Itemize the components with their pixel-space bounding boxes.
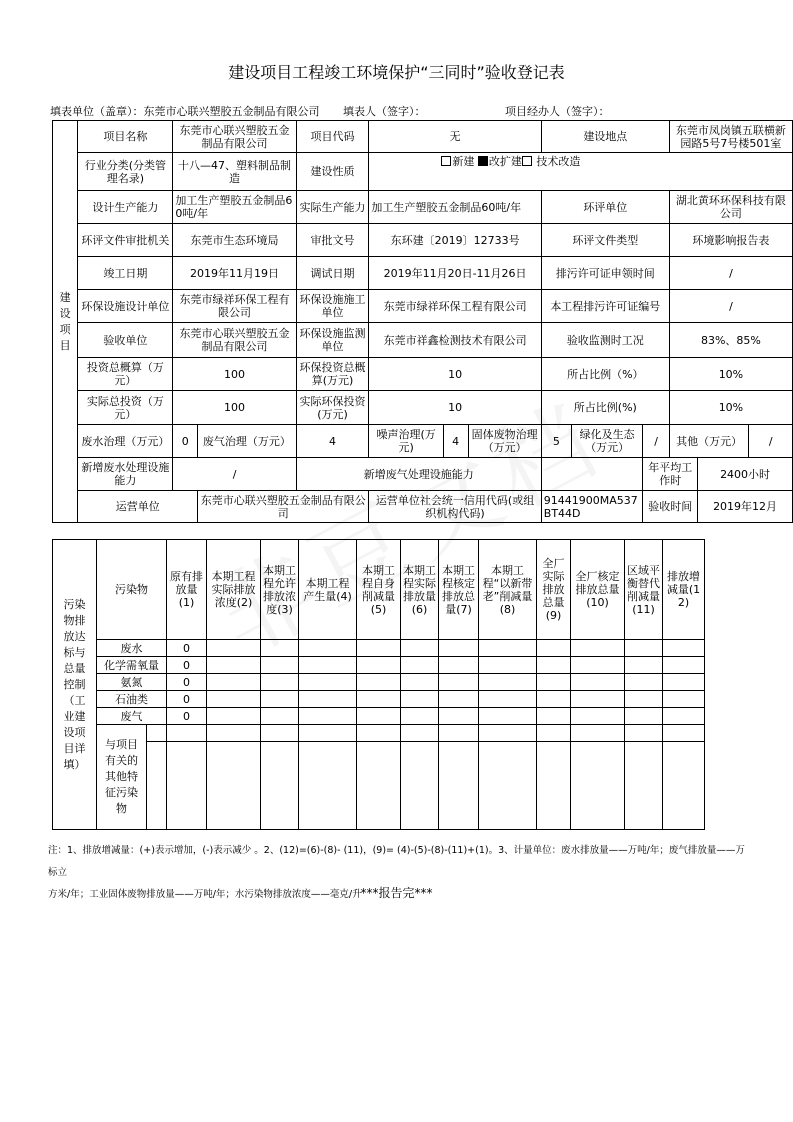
opt-tech: 技术改造 <box>536 155 581 168</box>
header-1: 原有排放量(1) <box>167 540 207 640</box>
label-permit-no: 本工程排污许可证编号 <box>541 290 669 323</box>
header-6: 本期工程实际排放量(6) <box>401 540 439 640</box>
label-solid-cost: 固体废物治理（万元） <box>468 425 541 458</box>
label-project-name: 项目名称 <box>78 121 173 153</box>
opt-expand: 改扩建 <box>488 155 522 168</box>
header-10: 全厂核定排放总量(10) <box>571 540 625 640</box>
label-new-gas-capacity: 新增废气处理设施能力 <box>296 458 541 491</box>
approval-no: 东环建〔2019〕12733号 <box>369 224 541 257</box>
header-4: 本期工程产生量(4) <box>299 540 357 640</box>
acceptance-unit: 东莞市心联兴塑胶五金制品有限公司 <box>173 323 296 358</box>
pollutant-name: 废水 <box>97 640 167 657</box>
pollutant-value: 0 <box>167 657 207 674</box>
label-actual-capacity: 实际生产能力 <box>296 191 369 224</box>
eia-unit: 湖北黄环环保科技有限公司 <box>669 191 792 224</box>
env-budget: 10 <box>369 358 541 391</box>
eia-type: 环境影响报告表 <box>669 224 792 257</box>
industry: 十八—47、塑料制品制造 <box>173 153 296 191</box>
checkbox-icon <box>522 156 532 166</box>
header-3: 本期工程允许排放浓度(3) <box>261 540 299 640</box>
label-total-budget: 投资总概算（万元） <box>78 358 173 391</box>
monitor-unit: 东莞市祥鑫检测技术有限公司 <box>369 323 541 358</box>
table-row <box>53 657 705 674</box>
other-pollutants-label: 与项目有关的其他特征污染物 <box>97 725 147 830</box>
label-completion-date: 竣工日期 <box>78 257 173 290</box>
label-approval-authority: 环评文件审批机关 <box>78 224 173 257</box>
project-name: 东莞市心联兴塑胶五金制品有限公司 <box>173 121 296 153</box>
design-unit: 东莞市绿祥环保工程有限公司 <box>173 290 296 323</box>
table-row <box>53 674 705 691</box>
project-code: 无 <box>369 121 541 153</box>
permit-no: / <box>669 290 792 323</box>
label-acceptance-time: 验收时间 <box>643 491 698 523</box>
label-nature: 建设性质 <box>296 153 369 191</box>
pollutant-value: 0 <box>167 708 207 725</box>
label-noise-cost: 噪声治理(万元) <box>369 425 443 458</box>
construction-unit: 东莞市绿祥环保工程有限公司 <box>369 290 541 323</box>
section-label: 建设项目 <box>53 121 78 523</box>
construction-nature <box>369 153 793 191</box>
label-water-cost: 废水治理（万元） <box>78 425 173 458</box>
permit-time: / <box>669 257 792 290</box>
pollutant-value: 0 <box>167 674 207 691</box>
registration-table <box>52 120 793 523</box>
acceptance-time: 2019年12月 <box>698 491 793 523</box>
label-location: 建设地点 <box>541 121 669 153</box>
header-7: 本期工程核定排放总量(7) <box>439 540 479 640</box>
checkbox-checked-icon <box>478 156 488 166</box>
label-budget-ratio: 所占比例（%） <box>541 358 669 391</box>
pollution-table <box>52 539 705 830</box>
solid-cost: 5 <box>541 425 571 458</box>
pollutant-name: 化学需氧量 <box>97 657 167 674</box>
label-monitor-unit: 环保设施监测单位 <box>296 323 369 358</box>
label-design-capacity: 设计生产能力 <box>78 191 173 224</box>
label-env-budget: 环保投资总概算(万元) <box>296 358 369 391</box>
label-permit-time: 排污许可证申领时间 <box>541 257 669 290</box>
noise-cost: 4 <box>443 425 468 458</box>
filler-signature: 填表人（签字）： <box>343 105 426 118</box>
label-actual-ratio: 所占比例(%) <box>541 391 669 425</box>
pollutant-name: 氨氮 <box>97 674 167 691</box>
table-row <box>53 691 705 708</box>
working-condition: 83%、85% <box>669 323 792 358</box>
operator: 东莞市心联兴塑胶五金制品有限公司 <box>198 491 369 523</box>
approval-authority: 东莞市生态环境局 <box>173 224 296 257</box>
pollutant-name: 石油类 <box>97 691 167 708</box>
report-end: ***报告完*** <box>360 886 433 900</box>
actual-investment: 100 <box>173 391 296 425</box>
pollutant-value: 0 <box>167 691 207 708</box>
label-new-water-capacity: 新增废水处理设施能力 <box>78 458 173 491</box>
label-annual-hours: 年平均工作时 <box>643 458 698 491</box>
label-other-cost: 其他（万元） <box>669 425 749 458</box>
note-line: 注：1、排放增减量：(+)表示增加，(-)表示减少 。2、(12)=(6)-(8)- (11)，(9)= (4)-(5)-(8)-(11)+(1)。3、计量单位：废水排放量——万吨/年；废气排放量——万标立 <box>48 845 745 878</box>
pollutant-name: 废气 <box>97 708 167 725</box>
debug-date: 2019年11月20日-11月26日 <box>369 257 541 290</box>
budget-ratio: 10% <box>669 358 792 391</box>
label-project-code: 项目代码 <box>296 121 369 153</box>
label-debug-date: 调试日期 <box>296 257 369 290</box>
header-8: 本期工程“以新带老”削减量(8) <box>479 540 537 640</box>
checkbox-icon <box>441 156 451 166</box>
actual-ratio: 10% <box>669 391 792 425</box>
label-approval-no: 审批文号 <box>296 224 369 257</box>
label-actual-env-investment: 实际环保投资(万元) <box>296 391 369 425</box>
other-cost: / <box>749 425 793 458</box>
table-row <box>53 640 705 657</box>
label-green-cost: 绿化及生态（万元） <box>571 425 642 458</box>
label-eia-unit: 环评单位 <box>541 191 669 224</box>
label-construction-unit: 环保设施施工单位 <box>296 290 369 323</box>
actual-env-investment: 10 <box>369 391 541 425</box>
gas-cost: 4 <box>296 425 369 458</box>
completion-date: 2019年11月19日 <box>173 257 296 290</box>
label-working-condition: 验收监测时工况 <box>541 323 669 358</box>
header-5: 本期工程自身削减量(5) <box>357 540 401 640</box>
annual-hours: 2400小时 <box>698 458 793 491</box>
filling-unit: 填表单位（盖章）：东莞市心联兴塑胶五金制品有限公司 <box>50 105 320 118</box>
label-design-unit: 环保设施设计单位 <box>78 290 173 323</box>
label-operator: 运营单位 <box>78 491 198 523</box>
header-9: 全厂实际排放总量(9) <box>537 540 571 640</box>
header-pollutant: 污染物 <box>97 540 167 640</box>
water-cost: 0 <box>173 425 198 458</box>
pollutant-value: 0 <box>167 640 207 657</box>
design-capacity: 加工生产塑胶五金制品60吨/年 <box>173 191 296 224</box>
table-row <box>53 708 705 725</box>
opt-new: 新建 <box>452 155 475 168</box>
manager-signature: 项目经办人（签字）： <box>505 105 610 118</box>
total-budget: 100 <box>173 358 296 391</box>
label-acceptance-unit: 验收单位 <box>78 323 173 358</box>
label-credit-code: 运营单位社会统一信用代码(或组织机构代码) <box>369 491 541 523</box>
label-industry: 行业分类(分类管理名录) <box>78 153 173 191</box>
new-water-capacity: / <box>173 458 296 491</box>
header-11: 区域平衡替代削减量(11) <box>625 540 663 640</box>
location: 东莞市凤岗镇五联横新园路5号7号楼501室 <box>669 121 792 153</box>
green-cost: / <box>643 425 669 458</box>
label-actual-investment: 实际总投资（万元） <box>78 391 173 425</box>
page-title: 建设项目工程竣工环境保护“三同时”验收登记表 <box>228 63 565 82</box>
note-line: 方米/年；工业固体废物排放量——万吨/年；水污染物排放浓度——毫克/升 <box>48 889 362 900</box>
header-12: 排放增减量(12) <box>663 540 705 640</box>
credit-code: 91441900MA537BT44D <box>541 491 643 523</box>
pollution-side-label: 污染物排放达标与总量控制（工业建设项目详填） <box>53 540 97 830</box>
new-gas-capacity <box>541 458 643 491</box>
actual-capacity: 加工生产塑胶五金制品60吨/年 <box>369 191 541 224</box>
label-gas-cost: 废气治理（万元） <box>198 425 297 458</box>
label-eia-type: 环评文件类型 <box>541 224 669 257</box>
header-2: 本期工程实际排放浓度(2) <box>207 540 261 640</box>
